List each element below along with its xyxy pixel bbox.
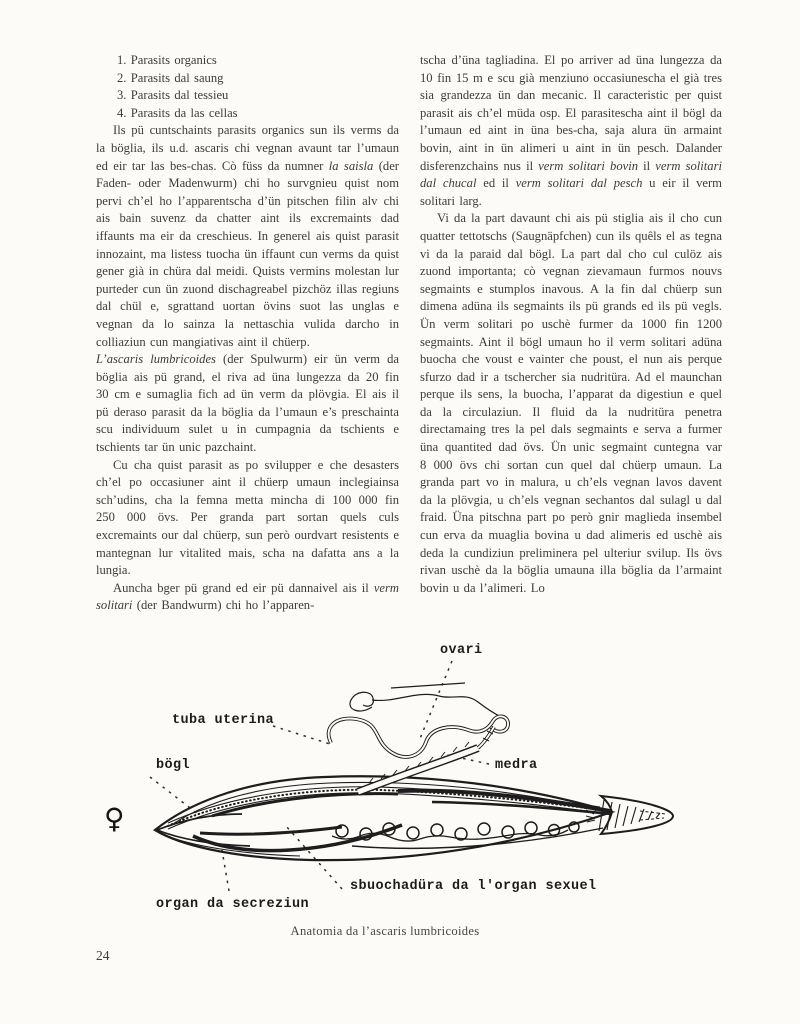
- paragraph: Vi da la part davaunt chi ais pü stiglia ais il cho cun quatter tettotschs (Saugnäpfchen) cun ils quêls el as tegna vi da la paraid dal bögl. La part dal cho cul culöz ais zuond importanta; cò vegnan zievamaun furmos nouvs segmaints e stumplos inavous. A la fin dal chüerp sun dimena adüna ils segmaints ils pü grands ed ils pü vegls. Ün verm solitari po uschè furmer da 1000 fin 1200 segmaints. Aint il bögl umaun ho il verm solitari adüna buocha che voust e vainter che poust, el nun ais perque sfurzo dad ir a tschercher sia nudritüra. Ad el maunchan perque ils sens, la buocha, l’apparat da digestiun e quel da la circulaziun. Il fluid da la nudritüra penetra directamaing tres la pel dals segmaints e serva a furmer üna quantited dad övs. Ün unic segmaint cuntegna var 8 000 övs chi sortan cun quel dal chüerp umaun. La granda part vo in malura, u ch’els vegnan lavos davent da la plövgia, u ch’els vegnan sechantos dal sulagl u dal fraid. Üna pitschna part po però gnir maglieda insembel cun erva da muaglia bovina u dad alimeris ed uschè ais deda la cundiziun preliminera pel ulteriur svilup. Ils övs rivan uschè da la böglia umauna illa böglia da l’armaint bovin u da l’alimeri. Lo: [420, 211, 722, 595]
- figure-label-boegl: bögl: [156, 758, 191, 773]
- leader-tuba-uterina: [273, 726, 330, 744]
- paragraph: Auncha bger pü grand ed eir pü dannaivel ais il verm solitari (der Bandwurm) chi ho l’apparen-: [96, 580, 399, 613]
- paragraph: Cu cha quist parasit as po svilupper e che desasters ch’el po occasiuner aint il chüerp umaun inclegiainsa sch’udins, cha la femna metta mincha di 100 000 fin 250 000 övs. Per granda part sortan quels culs excremaints our dal chüerp, sun però ourdvart resistents e mantegnan lur vitalited mais, scha na dafatta ans a la lungia.: [96, 457, 399, 578]
- list-item: 1. Parasits organics: [117, 53, 217, 67]
- anatomy-figure: [0, 630, 800, 942]
- leader-sbuochadura: [286, 826, 342, 889]
- parasite-type-list: [117, 52, 399, 122]
- right-text-column: [420, 52, 722, 597]
- figure-label-tuba-uterina: tuba uterina: [172, 713, 275, 728]
- list-item: 4. Parasits da las cellas: [117, 105, 238, 120]
- figure-caption: Anatomia da l’ascaris lumbricoides: [290, 924, 480, 938]
- page-number: 24: [96, 948, 110, 963]
- paragraph: tscha d’üna tagliadina. El po arriver ad üna lungezza da 10 fin 15 m e scu già menziuno occasiunescha el già tres sia grandezza ün dan mecanic. Il caracteristic per quist parasit ais ch’el müda osp. El parasitescha aint il bögl da l’umaun ed aint in üna bes-cha, saja alura ün armaint bovin, aint in ün alimeri u aint in ün pesch. Dalander disferenzchains nus il verm solitari bovin il verm solitari dal chucal ed il verm solitari dal pesch u eir il verm solitari larg.: [420, 53, 722, 208]
- paragraph: Ils pü cuntschaints parasits organics sun ils verms da la böglia, ils u.d. ascaris chi vegnan avaunt tar l’umaun ed eir tar las bes-chas. Cò füss da numner la saisla (der Faden- oder Madenwurm) chi ho survgnieu quist nom pervi ch’el ho l’apparentscha d’ün pitschen filin alv chi ais bain suvenz da chatter aint ils excremaints dad iffaunts ma eir da creschieus. In generel ais quist parasit innozaint, ma listess tuocha ün iffaunt cun verms da quist gener già in chüra dal meidi. Quists vermins molestan lur purteder cun ün zuond dischagreabel pizchöz illas regiuns dal chül e, sgrattand uortan övins suot las unglas e vegnan da lo sainza la nettaschia vulida darcho in colliaziun cun mangiativas aint il chüerp.: [96, 123, 399, 349]
- figure-label-ovari: ovari: [440, 643, 483, 658]
- uterus-coils: [336, 822, 579, 840]
- list-item: 2. Parasits dal saung: [117, 70, 224, 85]
- worm-tail: [586, 796, 673, 834]
- leader-organ-secreziun: [222, 850, 229, 891]
- figure-label-medra: medra: [495, 758, 538, 773]
- figure-label-sbuochadura: sbuochadüra da l'organ sexuel: [350, 879, 597, 894]
- female-symbol: ♀: [104, 802, 125, 835]
- list-item: 3. Parasits dal tessieu: [117, 88, 229, 103]
- figure-label-organ-secreziun: organ da secreziun: [156, 897, 310, 912]
- paragraph: L’ascaris lumbricoides (der Spulwurm) eir ün verm da böglia ais pü grand, el riva ad üna lungezza da 20 fin 30 cm e sumaglia fich ad ün verm da plövgia. El ais il pü deraso parasit da la böglia da l’umaun e’s preschainta scu individuum sulet u in cumpagnia da tschients e tschients tar ün unic pazchaint.: [96, 352, 399, 455]
- left-text-column: [96, 52, 399, 615]
